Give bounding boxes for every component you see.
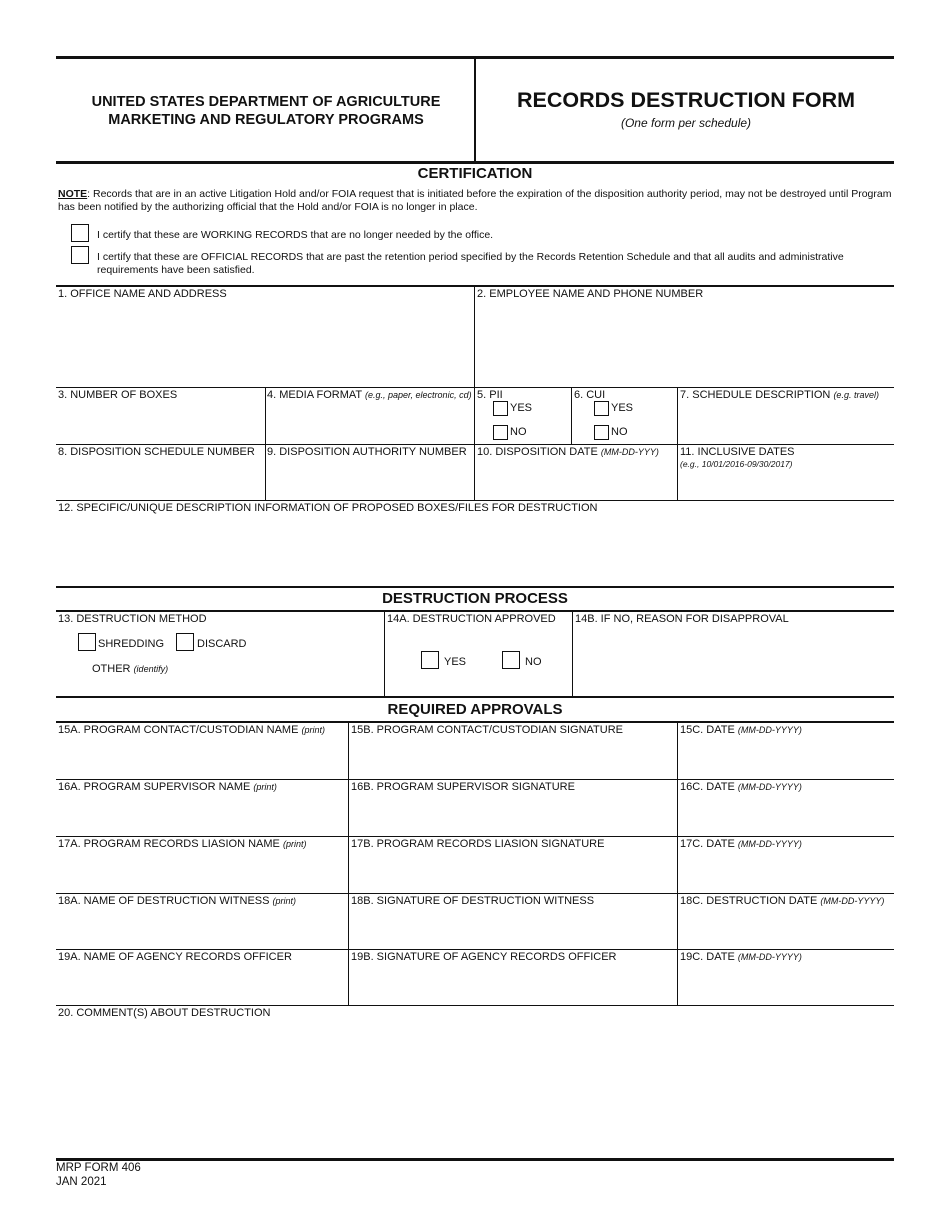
destruction-process-heading: DESTRUCTION PROCESS bbox=[382, 590, 568, 607]
pii-no-label: NO bbox=[510, 426, 527, 438]
approvals-row-rule-4 bbox=[56, 949, 894, 950]
approval-name-text: 17A. PROGRAM RECORDS LIASION NAME bbox=[58, 838, 280, 850]
approval-date-text: 17C. DATE bbox=[680, 838, 735, 850]
approval-date-label bbox=[680, 724, 802, 737]
other-method-text: OTHER bbox=[92, 663, 131, 675]
approval-name-text: 16A. PROGRAM SUPERVISOR NAME bbox=[58, 781, 251, 793]
approved-no-label: NO bbox=[525, 656, 542, 668]
approval-date-text: 18C. DESTRUCTION DATE bbox=[680, 895, 818, 907]
approved-no-checkbox[interactable] bbox=[502, 651, 520, 669]
approval-date-field-15[interactable] bbox=[679, 738, 893, 778]
note-text bbox=[58, 188, 894, 214]
agency-line-1: UNITED STATES DEPARTMENT OF AGRICULTURE bbox=[91, 94, 441, 110]
approval-date-field-19[interactable] bbox=[679, 965, 893, 1004]
approval-signature-label: 16B. PROGRAM SUPERVISOR SIGNATURE bbox=[351, 781, 575, 793]
fields-col-divider-2 bbox=[571, 387, 572, 444]
cui-yes-checkbox[interactable] bbox=[594, 401, 609, 416]
fields-col-divider-3 bbox=[677, 387, 678, 500]
approvals-row-rule-2 bbox=[56, 836, 894, 837]
approval-name-label bbox=[58, 951, 292, 964]
comments-field[interactable] bbox=[57, 1022, 893, 1157]
approval-date-hint: (MM-DD-YYYY) bbox=[737, 839, 802, 849]
cui-no-checkbox[interactable] bbox=[594, 425, 609, 440]
approval-date-label bbox=[680, 838, 802, 851]
other-method-hint: (identify) bbox=[133, 664, 169, 674]
cui-label: 6. CUI bbox=[574, 389, 606, 401]
approval-date-field-18[interactable] bbox=[679, 909, 893, 948]
fields-row1-rule bbox=[56, 387, 894, 388]
destruction-col-divider-1 bbox=[384, 611, 385, 697]
approval-name-label bbox=[58, 781, 277, 794]
shredding-checkbox[interactable] bbox=[78, 633, 96, 651]
form-subtitle: (One form per schedule) bbox=[620, 116, 752, 130]
discard-label: DISCARD bbox=[197, 638, 247, 650]
disapproval-reason-field[interactable] bbox=[574, 628, 893, 696]
number-of-boxes-label: 3. NUMBER OF BOXES bbox=[58, 389, 178, 401]
fields-mid-divider bbox=[474, 286, 475, 501]
approval-date-label bbox=[680, 781, 802, 794]
agency-name bbox=[60, 93, 472, 129]
cui-yes-label: YES bbox=[611, 402, 634, 414]
pii-label: 5. PII bbox=[477, 389, 503, 401]
approval-name-hint: (print) bbox=[282, 839, 307, 849]
note-body: : Records that are in an active Litigation Hold and/or FOIA request that is initiated before the expiration of the disposition authority period, may not be destroyed until Program has been notified by the authorizing official that the Hold and/or FOIA is no longer in place. bbox=[58, 188, 892, 213]
approval-name-field-17[interactable] bbox=[57, 852, 347, 892]
approval-date-hint: (MM-DD-YYYY) bbox=[737, 725, 802, 735]
disposition-schedule-number-label: 8. DISPOSITION SCHEDULE NUMBER bbox=[58, 446, 255, 458]
approvals-top-rule bbox=[56, 696, 894, 698]
agency-line-2: MARKETING AND REGULATORY PROGRAMS bbox=[108, 112, 424, 128]
working-records-checkbox[interactable] bbox=[71, 224, 89, 242]
approval-date-text: 16C. DATE bbox=[680, 781, 735, 793]
working-records-statement: I certify that these are WORKING RECORDS that are no longer needed by the office. bbox=[97, 229, 494, 241]
approval-name-field-16[interactable] bbox=[57, 795, 347, 835]
destruction-method-label: 13. DESTRUCTION METHOD bbox=[58, 613, 207, 625]
media-format-text: 4. MEDIA FORMAT bbox=[267, 389, 362, 401]
shredding-label: SHREDDING bbox=[98, 638, 165, 650]
approval-signature-field-18[interactable] bbox=[350, 909, 676, 948]
approval-name-field-15[interactable] bbox=[57, 738, 347, 778]
fields-top-rule bbox=[56, 285, 894, 287]
approval-signature-field-19[interactable] bbox=[350, 965, 676, 1004]
media-format-hint: (e.g., paper, electronic, cd) bbox=[365, 390, 472, 400]
office-name-address-field[interactable] bbox=[57, 302, 473, 386]
schedule-description-text: 7. SCHEDULE DESCRIPTION bbox=[680, 389, 831, 401]
disapproval-reason-label: 14B. IF NO, REASON FOR DISAPPROVAL bbox=[575, 613, 789, 625]
approval-name-field-18[interactable] bbox=[57, 909, 347, 948]
header-divider bbox=[474, 56, 476, 162]
approval-date-hint: (MM-DD-YYYY) bbox=[737, 952, 802, 962]
approvals-col-divider-2 bbox=[677, 722, 678, 1006]
media-format-label bbox=[267, 389, 472, 402]
approval-signature-label: 15B. PROGRAM CONTACT/CUSTODIAN SIGNATURE bbox=[351, 724, 623, 736]
employee-name-phone-label: 2. EMPLOYEE NAME AND PHONE NUMBER bbox=[477, 288, 704, 300]
destruction-top-rule bbox=[56, 586, 894, 588]
approval-name-label bbox=[58, 895, 296, 908]
office-name-address-label: 1. OFFICE NAME AND ADDRESS bbox=[58, 288, 227, 300]
approved-yes-label: YES bbox=[444, 656, 467, 668]
form-number: MRP FORM 406 bbox=[56, 1162, 141, 1174]
approval-signature-label: 19B. SIGNATURE OF AGENCY RECORDS OFFICER bbox=[351, 951, 617, 963]
approval-date-text: 15C. DATE bbox=[680, 724, 735, 736]
approvals-row-rule-5 bbox=[56, 1005, 894, 1006]
approval-name-label bbox=[58, 724, 325, 737]
description-info-label: 12. SPECIFIC/UNIQUE DESCRIPTION INFORMATION OF PROPOSED BOXES/FILES FOR DESTRUCTION bbox=[58, 502, 598, 514]
approval-name-field-19[interactable] bbox=[57, 965, 347, 1004]
official-records-checkbox[interactable] bbox=[71, 246, 89, 264]
approval-signature-field-17[interactable] bbox=[350, 852, 676, 892]
approval-date-label bbox=[680, 895, 884, 908]
discard-checkbox[interactable] bbox=[176, 633, 194, 651]
approvals-col-divider-1 bbox=[348, 722, 349, 1006]
pii-yes-label: YES bbox=[510, 402, 533, 414]
required-approvals-heading: REQUIRED APPROVALS bbox=[387, 701, 563, 718]
approvals-heading-rule bbox=[56, 721, 894, 723]
schedule-description-label bbox=[680, 389, 879, 402]
footer-rule bbox=[56, 1158, 894, 1161]
approval-signature-field-16[interactable] bbox=[350, 795, 676, 835]
disposition-date-text: 10. DISPOSITION DATE bbox=[477, 446, 598, 458]
approved-yes-checkbox[interactable] bbox=[421, 651, 439, 669]
destruction-approved-label: 14A. DESTRUCTION APPROVED bbox=[387, 613, 556, 625]
pii-yes-checkbox[interactable] bbox=[493, 401, 508, 416]
approval-date-text: 19C. DATE bbox=[680, 951, 735, 963]
header-bottom-rule bbox=[56, 161, 894, 164]
cui-no-label: NO bbox=[611, 426, 628, 438]
inclusive-dates-hint: (e.g., 10/01/2016-09/30/2017) bbox=[680, 459, 793, 469]
certification-heading: CERTIFICATION bbox=[417, 165, 533, 182]
approval-name-text: 18A. NAME OF DESTRUCTION WITNESS bbox=[58, 895, 270, 907]
pii-no-checkbox[interactable] bbox=[493, 425, 508, 440]
form-title: RECORDS DESTRUCTION FORM bbox=[516, 88, 856, 112]
fields-row3-rule bbox=[56, 500, 894, 501]
fields-row2-rule bbox=[56, 444, 894, 445]
approval-signature-field-15[interactable] bbox=[350, 738, 676, 778]
destruction-heading-rule bbox=[56, 610, 894, 612]
approval-name-hint: (print) bbox=[272, 896, 297, 906]
approval-signature-label: 18B. SIGNATURE OF DESTRUCTION WITNESS bbox=[351, 895, 595, 907]
employee-name-phone-field[interactable] bbox=[476, 302, 893, 386]
approval-name-text: 19A. NAME OF AGENCY RECORDS OFFICER bbox=[58, 951, 292, 963]
approval-date-field-16[interactable] bbox=[679, 795, 893, 835]
approvals-row-rule-3 bbox=[56, 893, 894, 894]
form-revision-date: JAN 2021 bbox=[56, 1176, 107, 1188]
fields-col-divider-1 bbox=[265, 387, 266, 500]
comments-label: 20. COMMENT(S) ABOUT DESTRUCTION bbox=[58, 1007, 271, 1019]
approval-signature-label: 17B. PROGRAM RECORDS LIASION SIGNATURE bbox=[351, 838, 605, 850]
destruction-col-divider-2 bbox=[572, 611, 573, 697]
other-method-label bbox=[92, 663, 168, 676]
approval-name-text: 15A. PROGRAM CONTACT/CUSTODIAN NAME bbox=[58, 724, 299, 736]
approval-date-hint: (MM-DD-YYYY) bbox=[737, 782, 802, 792]
disposition-date-label bbox=[477, 446, 659, 459]
disposition-date-hint: (MM-DD-YYY) bbox=[600, 447, 659, 457]
official-records-statement: I certify that these are OFFICIAL RECORDS that are past the retention period specified by the Records Retention Schedule and that all audits and administrative requirements have been satisfied. bbox=[97, 251, 844, 276]
note-label: NOTE bbox=[58, 188, 88, 200]
approvals-row-rule-1 bbox=[56, 779, 894, 780]
approval-date-label bbox=[680, 951, 802, 964]
schedule-description-hint: (e.g. travel) bbox=[833, 390, 879, 400]
approval-date-field-17[interactable] bbox=[679, 852, 893, 892]
approval-name-label bbox=[58, 838, 306, 851]
disposition-authority-number-label: 9. DISPOSITION AUTHORITY NUMBER bbox=[267, 446, 467, 458]
approval-name-hint: (print) bbox=[253, 782, 277, 792]
description-info-field[interactable] bbox=[57, 516, 893, 584]
approval-date-hint: (MM-DD-YYYY) bbox=[820, 896, 885, 906]
approval-name-hint: (print) bbox=[301, 725, 325, 735]
inclusive-dates-label: 11. INCLUSIVE DATES bbox=[680, 446, 795, 458]
